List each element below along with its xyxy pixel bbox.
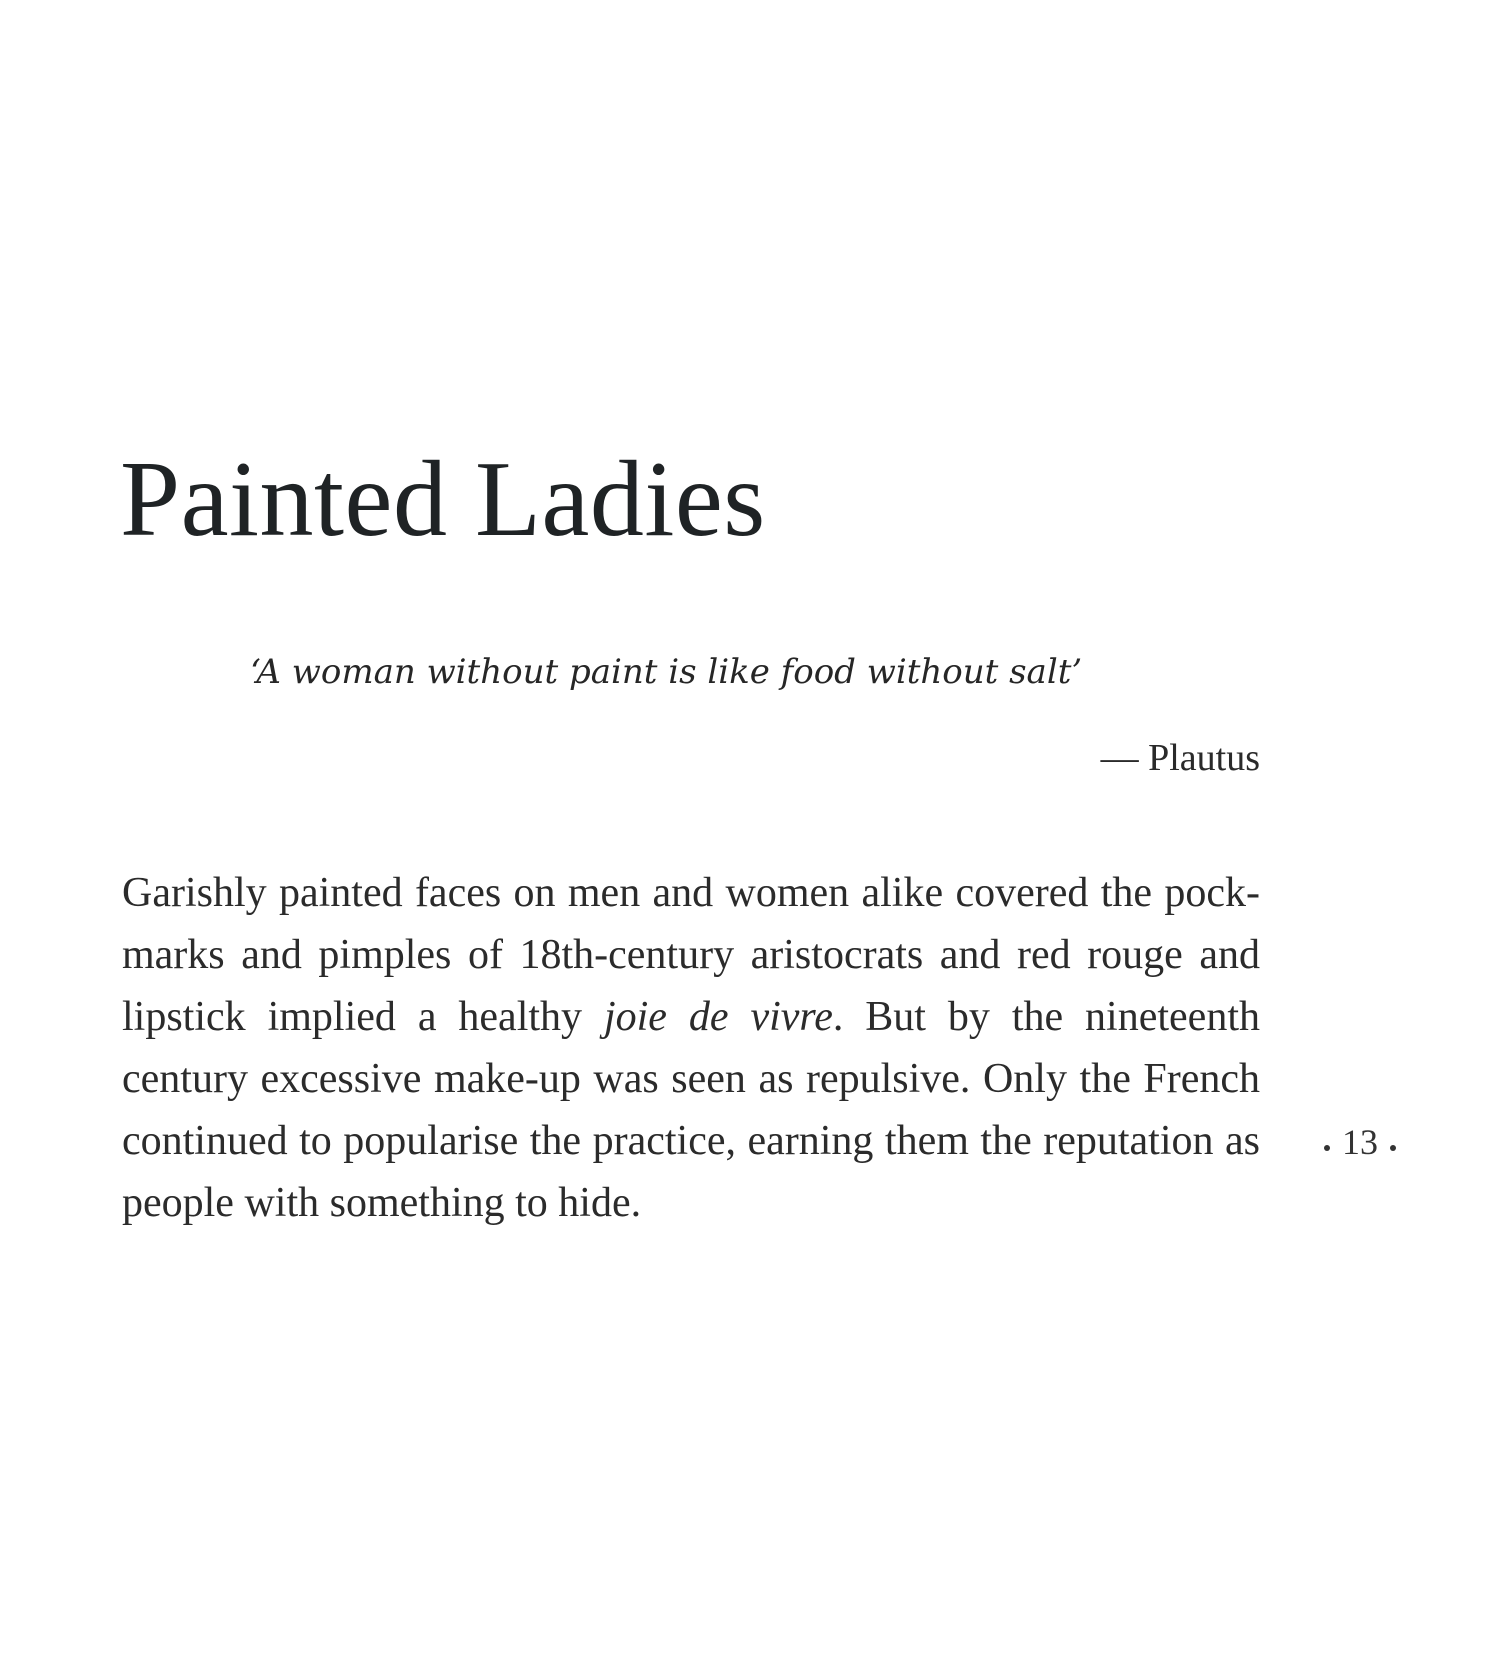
page-number: [1312, 1120, 1408, 1164]
epigraph-attribution: — Plautus: [1100, 737, 1260, 779]
bullet-right-icon: [1390, 1145, 1396, 1151]
bullet-left-icon: [1324, 1145, 1330, 1151]
body-text-end: . But by the nineteenth century excessive make-up was seen as repulsive. Only the French continued to popularise the practice, earning them the reputation as people with something to hide.: [122, 994, 1260, 1226]
body-text-start: Garishly painted faces on men and women alike covered the pock-marks and pimples of 18th-century aristocrats and red rouge and lipstick implied a healthy: [122, 870, 1260, 1040]
italic-phrase: joie de vivre: [603, 994, 833, 1040]
page-number-value: 13: [1342, 1122, 1378, 1162]
epigraph-quote: ‘A woman without paint is like food without salt’: [250, 652, 1083, 692]
body-paragraph: [122, 862, 1260, 1234]
chapter-title: Painted Ladies: [120, 440, 766, 559]
